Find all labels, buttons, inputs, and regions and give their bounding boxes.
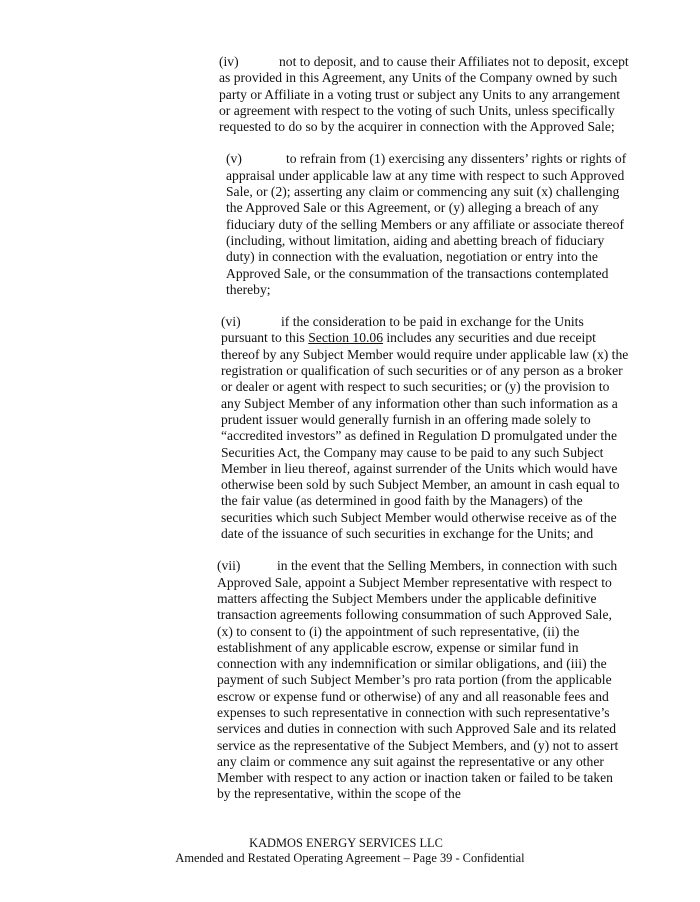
agreement-body xyxy=(199,54,629,819)
section-reference-link: Section 10.06 xyxy=(308,330,383,346)
paragraph-iv xyxy=(199,54,629,135)
paragraph-v xyxy=(199,151,629,298)
paragraph-text-vi-before: if the consideration to be paid in exchange for the Units pursuant to this xyxy=(221,314,584,346)
paragraph-number-v: (v) xyxy=(226,151,242,167)
paragraph-text-iv: not to deposit, and to cause their Affiliates not to deposit, except as provided in this Agreement, any Units of the Company owned by such party or Affiliate in a voting trust or subject any Units to any arrangement or agreement with respect to the voting of such Units, unless specifically requested to do so by the acquirer in connection with the Approved Sale; xyxy=(219,54,629,135)
paragraph-text-vii: in the event that the Selling Members, in connection with such Approved Sale, appoint a Subject Member representative with respect to matters affecting the Subject Members under the applicable definitive transaction agreements following consummation of such Approved Sale, (x) to consent to (i) the appointment of such representative, (ii) the establishment of any applicable escrow, expense or similar fund in connection with any indemnification or similar obligations, and (iii) the payment of such Subject Member’s pro rata portion (from the applicable escrow or expense fund or otherwise) of any and all reasonable fees and expenses to such representative in connection with such representative’s services and duties in connection with such Approved Sale and its related service as the representative of the Subject Members, and (y) not to assert any claim or commence any suit against the representative or any other Member with respect to any action or inaction taken or failed to be taken by the representative, within the scope of the xyxy=(217,558,619,802)
footer-company-name: KADMOS ENERGY SERVICES LLC xyxy=(249,836,443,850)
paragraph-number-vi: (vi) xyxy=(221,314,241,330)
footer-page-info: Amended and Restated Operating Agreement – Page 39 - Confidential xyxy=(175,851,525,865)
paragraph-text-v: to refrain from (1) exercising any dissenters’ rights or rights of appraisal under applicable law at any time with respect to such Approved Sale, or (2); asserting any claim or commencing any suit (x) challenging the Approved Sale or this Agreement, or (y) alleging a breach of any fiduciary duty of the selling Members or any affiliate or associate thereof (including, without limitation, aiding and abetting breach of fiduciary duty) in connection with the evaluation, negotiation or entry into the Approved Sale, or the consummation of the transactions contemplated thereby; xyxy=(226,151,627,297)
paragraph-vi xyxy=(199,314,629,542)
paragraph-number-vii: (vii) xyxy=(217,558,241,574)
paragraph-vii xyxy=(199,558,629,802)
paragraph-text-vi-after: includes any securities and due receipt thereof by any Subject Member would require under applicable law (x) the registration or qualification of such securities or of any person as a broker or dealer or agent with respect to such securities; or (y) the provision to any Subject Member of any information other than such information as a prudent issuer would generally furnish in an offering made solely to “accredited investors” as defined in Regulation D promulgated under the Securities Act, the Company may cause to be paid to any such Subject Member in lieu thereof, against surrender of the Units which would have otherwise been sold by such Subject Member, an amount in cash equal to the fair value (as determined in good faith by the Managers) of the securities which such Subject Member would otherwise receive as of the date of the issuance of such securities in exchange for the Units; and xyxy=(221,330,629,542)
paragraph-number-iv: (iv) xyxy=(219,54,239,69)
